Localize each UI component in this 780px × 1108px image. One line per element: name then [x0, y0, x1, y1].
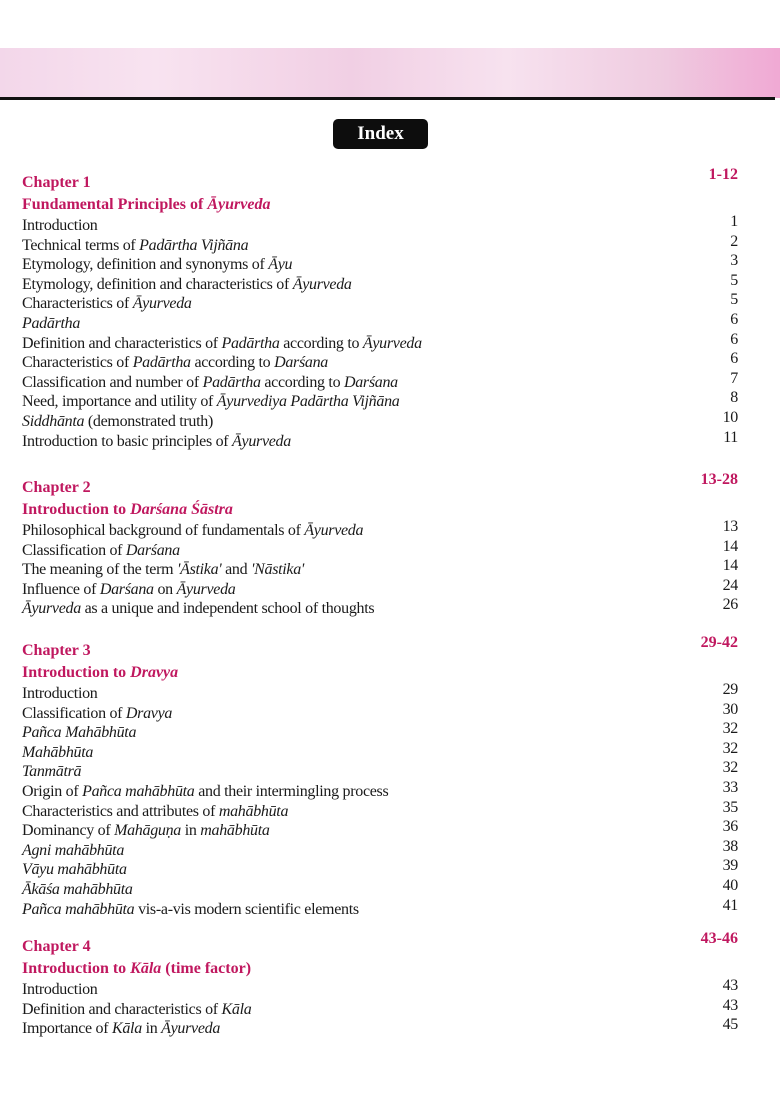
entry-page-number: 14: [722, 557, 738, 575]
italic-term: Āyurveda: [232, 432, 291, 450]
toc-entry: [22, 818, 738, 841]
italic-term: mahābhūta: [200, 822, 270, 840]
entry-text: [22, 216, 98, 236]
text-segment: Influence of: [22, 580, 100, 598]
entry-page-number: 3: [730, 252, 738, 270]
toc-entry: [22, 389, 738, 412]
entry-text: [22, 580, 235, 600]
entry-text: [22, 294, 192, 314]
entry-text: [22, 275, 352, 295]
entry-text: [22, 314, 80, 334]
toc-entry: [22, 428, 738, 452]
entry-text: [22, 521, 363, 541]
italic-term: Āyurveda: [362, 334, 422, 352]
text-segment: vis-a-vis modern scientific elements: [134, 900, 359, 918]
entry-page-number: 32: [722, 720, 738, 738]
entry-page-number: 41: [722, 896, 738, 914]
chapter-section: [22, 166, 738, 451]
italic-term: Āyurvediya Padārtha Vijñāna: [216, 393, 400, 411]
text-segment: Introduction to: [22, 664, 131, 681]
text-segment: Etymology, definition and characteristics of: [22, 275, 293, 293]
chapter-heading: [22, 471, 738, 499]
toc-entry: [22, 977, 738, 1000]
text-segment: (time factor): [161, 960, 252, 977]
entry-page-number: 2: [730, 232, 738, 250]
italic-term: Darśana: [99, 580, 154, 598]
text-segment: Definition and characteristics of: [22, 1000, 222, 1018]
italic-term: Pañca mahābhūta: [22, 900, 135, 918]
entry-text: [22, 373, 398, 393]
italic-term: Siddhānta: [22, 412, 85, 430]
italic-term: Padārtha Vijñāna: [139, 236, 249, 254]
italic-term: Āyurveda: [292, 275, 352, 293]
text-segment: Classification and number of: [22, 373, 203, 391]
chapter-title: [22, 194, 738, 216]
text-segment: Need, importance and utility of: [22, 393, 217, 411]
italic-term: Padārtha: [202, 373, 261, 391]
italic-term: 'Āstika': [176, 561, 222, 579]
chapter-heading: [22, 634, 738, 662]
toc-entry: [22, 408, 738, 432]
entry-text: [22, 723, 136, 743]
italic-term: Āyurveda: [304, 522, 364, 539]
entry-text: [22, 980, 98, 1000]
text-segment: and their intermingling process: [194, 782, 389, 800]
toc-entry: [22, 857, 738, 880]
entry-page-number: 35: [722, 798, 738, 816]
entry-page-number: 36: [722, 818, 738, 836]
italic-term: Pañca mahābhūta: [82, 782, 195, 800]
toc-entry: [22, 739, 738, 763]
toc-entry: [22, 896, 738, 920]
italic-term: 'Nāstika': [251, 561, 305, 579]
text-segment: Characteristics of: [22, 295, 133, 313]
entry-text: [22, 704, 172, 724]
entry-page-number: 24: [722, 576, 738, 594]
text-segment: (demonstrated truth): [84, 412, 213, 430]
text-segment: Introduction: [22, 981, 98, 998]
italic-term: Darśana: [125, 541, 180, 559]
toc-entry: [22, 700, 738, 724]
text-segment: Introduction: [22, 685, 98, 702]
text-segment: Dominancy of: [22, 822, 115, 840]
toc-entry: [22, 557, 738, 580]
text-segment: The meaning of the term: [22, 561, 177, 579]
chapter-page-range: 13-28: [700, 471, 738, 488]
toc-entry: [22, 350, 738, 373]
toc-entry: [22, 576, 738, 600]
text-segment: Origin of: [22, 782, 83, 800]
text-segment: Introduction: [22, 217, 98, 234]
entry-text: [22, 1000, 251, 1020]
text-segment: on: [153, 580, 177, 598]
text-segment: in: [181, 822, 201, 840]
italic-term: Dravya: [130, 664, 179, 681]
toc-entry: [22, 330, 738, 354]
italic-term: Darśana: [274, 354, 328, 372]
entry-page-number: 11: [723, 428, 738, 446]
entry-page-number: 29: [722, 681, 738, 698]
text-segment: Definition and characteristics of: [22, 334, 222, 352]
entry-text: [22, 782, 388, 802]
entry-page-number: 39: [722, 857, 738, 875]
entry-text: [22, 821, 270, 841]
toc-entry: [22, 681, 738, 704]
chapter-section: [22, 634, 738, 919]
italic-term: Āyu: [268, 256, 293, 274]
entry-text: [22, 762, 81, 782]
italic-term: Āyurveda: [22, 600, 81, 618]
italic-term: mahābhūta: [218, 802, 289, 820]
text-segment: Fundamental Principles of: [22, 196, 208, 213]
toc-entry: [22, 837, 738, 861]
chapter-heading: [22, 166, 738, 194]
toc-entry: [22, 720, 738, 743]
entry-text: [22, 236, 248, 256]
entry-text: [22, 432, 291, 452]
text-segment: Classification of: [22, 704, 126, 722]
entry-page-number: 6: [730, 330, 738, 348]
entry-page-number: 40: [722, 876, 738, 894]
entry-text: [22, 900, 359, 920]
text-segment: Importance of: [22, 1020, 112, 1038]
text-segment: in: [141, 1020, 162, 1038]
text-segment: Classification of: [22, 541, 126, 559]
italic-term: Mahāguṇa: [114, 822, 182, 840]
toc-entry: [22, 759, 738, 782]
entry-text: [22, 599, 374, 619]
text-segment: Introduction to basic principles of: [22, 432, 233, 450]
italic-term: Padārtha: [221, 334, 280, 352]
chapter-page-range: 43-46: [700, 930, 738, 947]
italic-term: Āyurveda: [176, 580, 236, 598]
toc-entry: [22, 876, 738, 900]
entry-page-number: 43: [722, 977, 738, 994]
text-segment: according to: [279, 334, 363, 352]
entry-text: [22, 560, 304, 580]
italic-term: Kāla: [221, 1000, 252, 1018]
chapter-label: Chapter 2: [22, 479, 91, 496]
italic-term: Padārtha: [132, 354, 191, 372]
chapter-page-range: 29-42: [700, 634, 738, 651]
italic-term: Ākāśa mahābhūta: [22, 880, 133, 898]
entry-text: [22, 860, 127, 880]
text-segment: Philosophical background of fundamentals of: [22, 522, 305, 539]
italic-term: Agni mahābhūta: [22, 841, 125, 859]
italic-term: Āyurveda: [207, 196, 271, 213]
text-segment: Technical terms of: [22, 236, 140, 254]
entry-text: [22, 541, 180, 561]
text-segment: Characteristics of: [22, 354, 133, 372]
chapter-title: [22, 499, 738, 521]
text-segment: Etymology, definition and synonyms of: [22, 256, 269, 274]
toc-entry: [22, 798, 738, 822]
toc-entry: [22, 1016, 738, 1039]
text-segment: according to: [260, 373, 344, 391]
entry-text: [22, 684, 98, 704]
entry-text: [22, 412, 213, 432]
toc-entry: [22, 271, 738, 295]
toc-entry: [22, 778, 738, 802]
italic-term: Darśana Śāstra: [130, 501, 233, 518]
entry-text: [22, 880, 133, 900]
entry-text: [22, 255, 292, 275]
page-title: Index: [333, 119, 428, 149]
italic-term: Āyurveda: [161, 1020, 221, 1038]
italic-term: Padārtha: [22, 314, 81, 332]
entry-text: [22, 841, 124, 861]
chapter-title: [22, 958, 738, 980]
chapter-section: [22, 930, 738, 1039]
entry-page-number: 10: [722, 408, 738, 426]
entry-page-number: 38: [722, 837, 738, 855]
entry-page-number: 6: [730, 350, 738, 368]
entry-text: [22, 802, 288, 822]
entry-page-number: 33: [722, 778, 738, 796]
entry-text: [22, 353, 328, 373]
entry-page-number: 8: [730, 389, 738, 407]
entry-page-number: 14: [722, 537, 738, 555]
italic-term: Mahābhūta: [22, 743, 94, 761]
entry-page-number: 5: [730, 291, 738, 309]
toc-entry: [22, 996, 738, 1020]
entry-page-number: 6: [730, 310, 738, 328]
chapter-label: Chapter 4: [22, 938, 91, 955]
italic-term: Āyurveda: [132, 295, 192, 313]
toc-entry: [22, 596, 738, 619]
text-segment: Introduction to: [22, 501, 131, 518]
toc-entry: [22, 310, 738, 334]
toc-entry: [22, 369, 738, 393]
chapter-label: Chapter 1: [22, 174, 91, 191]
entry-page-number: 26: [722, 596, 738, 614]
italic-term: Kāla: [111, 1020, 142, 1038]
entry-page-number: 30: [722, 700, 738, 718]
toc-entry: [22, 537, 738, 561]
toc-entry: [22, 232, 738, 256]
entry-page-number: 32: [722, 759, 738, 777]
italic-term: Vāyu mahābhūta: [22, 861, 127, 879]
italic-term: Darśana: [343, 373, 398, 391]
entry-page-number: 13: [722, 518, 738, 535]
italic-term: Tanmātrā: [22, 763, 82, 781]
text-segment: as a unique and independent school of thoughts: [80, 600, 375, 618]
chapter-section: [22, 471, 738, 619]
italic-term: Dravya: [125, 704, 173, 722]
text-segment: Introduction to: [22, 960, 131, 977]
entry-text: [22, 392, 399, 412]
entry-page-number: 43: [722, 996, 738, 1014]
entry-page-number: 1: [730, 213, 738, 230]
entry-page-number: 45: [722, 1016, 738, 1034]
text-segment: according to: [190, 354, 275, 372]
toc-entry: [22, 291, 738, 314]
entry-page-number: 7: [730, 369, 738, 387]
italic-term: Pañca Mahābhūta: [22, 724, 137, 742]
italic-term: Kāla: [130, 960, 162, 977]
entry-page-number: 32: [722, 739, 738, 757]
toc-entry: [22, 213, 738, 236]
entry-text: [22, 743, 93, 763]
toc-entry: [22, 252, 738, 275]
toc-entry: [22, 518, 738, 541]
chapter-label: Chapter 3: [22, 642, 91, 659]
chapter-title: [22, 662, 738, 684]
text-segment: and: [221, 561, 252, 579]
header-rule: [0, 97, 775, 100]
entry-text: [22, 1019, 220, 1039]
decorative-header-banner: [0, 48, 780, 98]
chapter-page-range: 1-12: [708, 166, 738, 183]
entry-text: [22, 334, 422, 354]
text-segment: Characteristics and attributes of: [22, 802, 219, 820]
entry-page-number: 5: [730, 271, 738, 289]
chapter-heading: [22, 930, 738, 958]
